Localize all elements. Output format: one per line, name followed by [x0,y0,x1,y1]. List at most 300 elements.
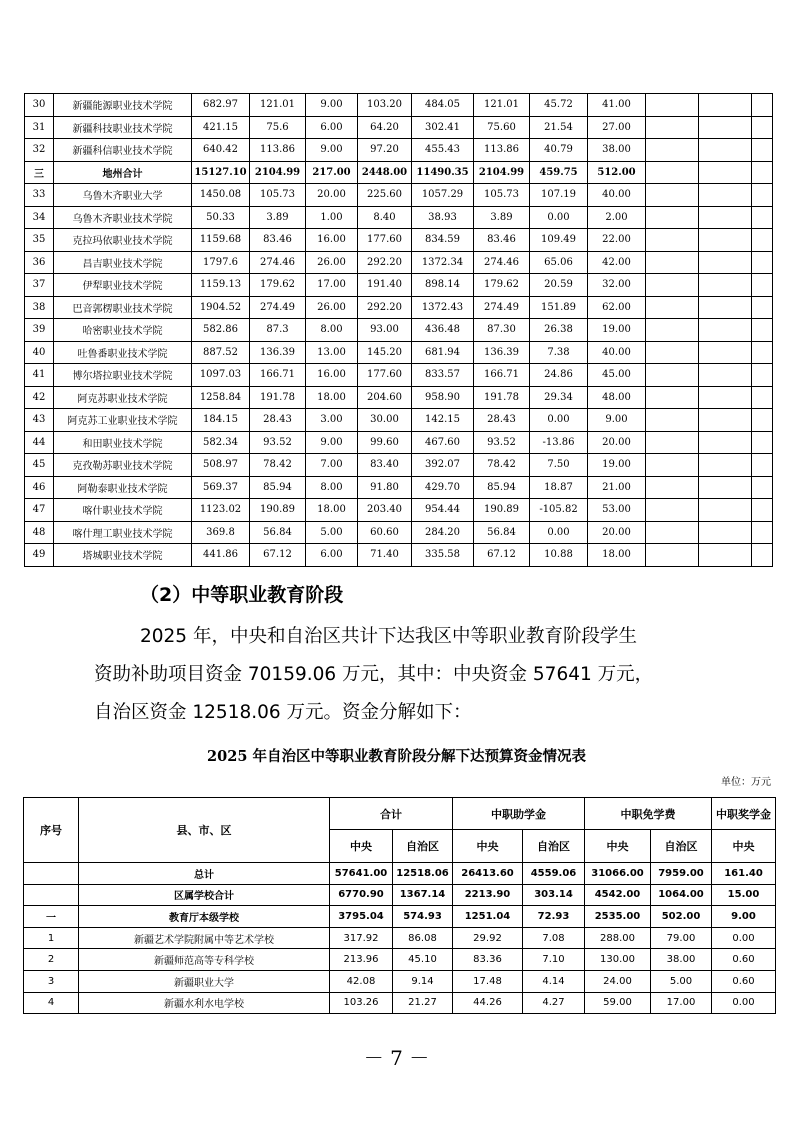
table-row [24,906,776,928]
cell-value: 18.00 [306,499,358,522]
cell-value: 50.33 [192,206,250,229]
cell-value: 83.36 [453,949,523,971]
header-grant: 中职助学金 [453,798,585,830]
cell-value [646,116,699,139]
row-name: 阿勒泰职业技术学院 [54,476,192,499]
cell-value [752,274,773,297]
cell-value [699,364,752,387]
cell-value: 898.14 [412,274,474,297]
cell-value [646,409,699,432]
cell-value: 87.3 [250,319,306,342]
cell-value [699,161,752,184]
row-name: 新疆师范高等专科学校 [79,949,330,971]
cell-value: 2104.99 [474,161,530,184]
cell-value: 7.00 [306,454,358,477]
cell-value: 184.15 [192,409,250,432]
cell-value: 2448.00 [358,161,412,184]
cell-value: 17.48 [453,970,523,992]
row-number: 30 [25,94,54,117]
cell-value: 136.39 [474,341,530,364]
cell-value: 3795.04 [330,906,393,928]
cell-value: 85.94 [250,476,306,499]
cell-value [646,251,699,274]
table-row [25,319,773,342]
cell-value: 1159.13 [192,274,250,297]
cell-value: 582.34 [192,431,250,454]
cell-value: 0.60 [712,970,776,992]
cell-value: 429.70 [412,476,474,499]
cell-value [699,184,752,207]
cell-value: 87.30 [474,319,530,342]
row-name: 新疆能源职业技术学院 [54,94,192,117]
cell-value [752,206,773,229]
table-row [25,544,773,567]
cell-value [646,296,699,319]
row-number: 49 [25,544,54,567]
cell-value [699,476,752,499]
cell-value: 65.06 [530,251,588,274]
cell-value: 958.90 [412,386,474,409]
cell-value: 317.92 [330,927,393,949]
cell-value: 105.73 [250,184,306,207]
cell-value: 1450.08 [192,184,250,207]
cell-value: 190.89 [474,499,530,522]
cell-value: 93.52 [250,431,306,454]
cell-value: 85.94 [474,476,530,499]
cell-value: 459.75 [530,161,588,184]
header-free: 中职免学费 [585,798,712,830]
cell-value: 19.00 [588,319,646,342]
cell-value: 45.72 [530,94,588,117]
header-central: 中央 [330,830,393,863]
row-name: 克拉玛依职业技术学院 [54,229,192,252]
row-name: 喀什理工职业技术学院 [54,521,192,544]
cell-value: 274.46 [474,251,530,274]
cell-value [699,521,752,544]
cell-value: 1123.02 [192,499,250,522]
cell-value: 113.86 [474,139,530,162]
cell-value: 20.00 [588,521,646,544]
cell-value: 10.88 [530,544,588,567]
cell-value: 502.00 [651,906,712,928]
cell-value: 204.60 [358,386,412,409]
cell-value: 421.15 [192,116,250,139]
cell-value: 3.89 [474,206,530,229]
table-row [24,992,776,1014]
cell-value: 0.00 [712,992,776,1014]
cell-value: 191.40 [358,274,412,297]
cell-value: 93.00 [358,319,412,342]
row-name: 博尔塔拉职业技术学院 [54,364,192,387]
cell-value: 191.78 [250,386,306,409]
row-number: 34 [25,206,54,229]
table-row [24,884,776,906]
cell-value: 335.58 [412,544,474,567]
cell-value: 42.00 [588,251,646,274]
cell-value [752,454,773,477]
table-row [25,476,773,499]
cell-value: 44.26 [453,992,523,1014]
row-name: 地州合计 [54,161,192,184]
row-number: 47 [25,499,54,522]
cell-value: 32.00 [588,274,646,297]
cell-value: 640.42 [192,139,250,162]
row-number [24,884,79,906]
cell-value: 436.48 [412,319,474,342]
row-name: 新疆科信职业技术学院 [54,139,192,162]
cell-value: 18.00 [306,386,358,409]
cell-value: 18.00 [588,544,646,567]
cell-value: 75.6 [250,116,306,139]
section-heading: （2）中等职业教育阶段 [140,584,344,606]
cell-value: 30.00 [358,409,412,432]
cell-value: 26.00 [306,251,358,274]
cell-value: 8.00 [306,476,358,499]
cell-value: 1372.43 [412,296,474,319]
cell-value: -105.82 [530,499,588,522]
cell-value: 5.00 [306,521,358,544]
cell-value: 29.34 [530,386,588,409]
budget-table [23,797,776,1014]
cell-value: 441.86 [192,544,250,567]
table-row [25,499,773,522]
cell-value: 105.73 [474,184,530,207]
cell-value: 26413.60 [453,863,523,885]
cell-value: 303.14 [523,884,585,906]
cell-value: 145.20 [358,341,412,364]
header-autonomous: 自治区 [651,830,712,863]
cell-value: 56.84 [474,521,530,544]
cell-value: 16.00 [306,364,358,387]
cell-value: -13.86 [530,431,588,454]
cell-value: 369.8 [192,521,250,544]
cell-value: 5.00 [651,970,712,992]
cell-value: 4559.06 [523,863,585,885]
row-name: 哈密职业技术学院 [54,319,192,342]
cell-value [699,409,752,432]
table-row [25,431,773,454]
cell-value: 1904.52 [192,296,250,319]
row-number: 40 [25,341,54,364]
table-row [25,206,773,229]
table-row [24,863,776,885]
cell-value: 107.19 [530,184,588,207]
cell-value [752,184,773,207]
cell-value: 40.00 [588,341,646,364]
cell-value [752,161,773,184]
table-row [25,184,773,207]
cell-value [752,476,773,499]
cell-value [646,206,699,229]
cell-value [752,431,773,454]
cell-value: 582.86 [192,319,250,342]
cell-value: 18.87 [530,476,588,499]
cell-value: 2213.90 [453,884,523,906]
cell-value: 392.07 [412,454,474,477]
unit-label: 单位：万元 [721,777,771,788]
cell-value: 1159.68 [192,229,250,252]
cell-value: 9.00 [306,139,358,162]
cell-value: 203.40 [358,499,412,522]
cell-value: 83.40 [358,454,412,477]
cell-value: 2.00 [588,206,646,229]
cell-value [752,319,773,342]
table-row [25,139,773,162]
cell-value: 508.97 [192,454,250,477]
cell-value [646,184,699,207]
cell-value: 682.97 [192,94,250,117]
paragraph-line-2: 资助补助项目资金 70159.06 万元，其中：中央资金 57641 万元， [94,664,654,685]
table-row [25,116,773,139]
table-row [25,229,773,252]
row-number: 42 [25,386,54,409]
row-number: 一 [24,906,79,928]
cell-value: 113.86 [250,139,306,162]
cell-value: 60.60 [358,521,412,544]
cell-value [699,94,752,117]
table-row [25,94,773,117]
cell-value: 8.40 [358,206,412,229]
cell-value: 284.20 [412,521,474,544]
cell-value: 6.00 [306,544,358,567]
row-name: 喀什职业技术学院 [54,499,192,522]
continuation-table [24,93,773,567]
cell-value: 1097.03 [192,364,250,387]
cell-value: 190.89 [250,499,306,522]
cell-value: 1372.34 [412,251,474,274]
cell-value: 142.15 [412,409,474,432]
cell-value: 288.00 [585,927,651,949]
cell-value: 59.00 [585,992,651,1014]
cell-value [752,409,773,432]
cell-value: 109.49 [530,229,588,252]
cell-value: 75.60 [474,116,530,139]
cell-value: 4.14 [523,970,585,992]
cell-value [752,116,773,139]
cell-value: 9.00 [306,431,358,454]
header-autonomous: 自治区 [393,830,453,863]
row-name: 区属学校合计 [79,884,330,906]
cell-value: 834.59 [412,229,474,252]
cell-value: 954.44 [412,499,474,522]
cell-value: 53.00 [588,499,646,522]
table-title: 2025 年自治区中等职业教育阶段分解下达预算资金情况表 [207,748,586,765]
cell-value: 569.37 [192,476,250,499]
cell-value: 15.00 [712,884,776,906]
cell-value [699,499,752,522]
cell-value: 7.08 [523,927,585,949]
cell-value: 121.01 [250,94,306,117]
cell-value: 191.78 [474,386,530,409]
row-number: 46 [25,476,54,499]
cell-value: 48.00 [588,386,646,409]
cell-value: 17.00 [306,274,358,297]
paragraph-line-1: 2025 年，中央和自治区共计下达我区中等职业教育阶段学生 [140,626,637,647]
row-number: 31 [25,116,54,139]
cell-value: 67.12 [250,544,306,567]
cell-value: 292.20 [358,296,412,319]
header-central: 中央 [585,830,651,863]
cell-value [699,386,752,409]
cell-value: 179.62 [474,274,530,297]
cell-value [699,544,752,567]
cell-value: 512.00 [588,161,646,184]
cell-value [646,386,699,409]
cell-value [752,296,773,319]
cell-value: 1367.14 [393,884,453,906]
cell-value: 28.43 [250,409,306,432]
cell-value: 17.00 [651,992,712,1014]
cell-value: 9.00 [306,94,358,117]
cell-value: 97.20 [358,139,412,162]
row-name: 乌鲁木齐职业技术学院 [54,206,192,229]
table-row [25,386,773,409]
cell-value: 72.93 [523,906,585,928]
row-name: 总计 [79,863,330,885]
cell-value: 3.00 [306,409,358,432]
row-name: 塔城职业技术学院 [54,544,192,567]
cell-value: 7.10 [523,949,585,971]
cell-value [646,544,699,567]
row-number: 41 [25,364,54,387]
row-name: 新疆艺术学院附属中等艺术学校 [79,927,330,949]
table-row [24,949,776,971]
cell-value: 83.46 [474,229,530,252]
cell-value: 484.05 [412,94,474,117]
row-number: 3 [24,970,79,992]
cell-value: 179.62 [250,274,306,297]
row-name: 乌鲁木齐职业大学 [54,184,192,207]
cell-value: 292.20 [358,251,412,274]
cell-value: 16.00 [306,229,358,252]
cell-value: 42.08 [330,970,393,992]
table-row [24,927,776,949]
table-row [25,296,773,319]
cell-value: 83.46 [250,229,306,252]
row-number: 2 [24,949,79,971]
cell-value: 20.00 [588,431,646,454]
row-number: 4 [24,992,79,1014]
cell-value: 41.00 [588,94,646,117]
cell-value: 151.89 [530,296,588,319]
row-name: 阿克苏职业技术学院 [54,386,192,409]
cell-value: 93.52 [474,431,530,454]
cell-value: 4542.00 [585,884,651,906]
header-total: 合计 [330,798,453,830]
cell-value: 7.38 [530,341,588,364]
table-row [25,161,773,184]
cell-value: 26.38 [530,319,588,342]
cell-value: 64.20 [358,116,412,139]
cell-value: 24.86 [530,364,588,387]
cell-value: 56.84 [250,521,306,544]
cell-value [752,499,773,522]
cell-value: 19.00 [588,454,646,477]
cell-value [646,94,699,117]
row-number: 32 [25,139,54,162]
table-row [25,341,773,364]
cell-value [646,521,699,544]
cell-value [699,251,752,274]
cell-value: 0.00 [530,206,588,229]
cell-value: 136.39 [250,341,306,364]
table-row [25,274,773,297]
cell-value: 166.71 [474,364,530,387]
cell-value: 681.94 [412,341,474,364]
cell-value [699,139,752,162]
cell-value: 78.42 [250,454,306,477]
cell-value: 177.60 [358,229,412,252]
cell-value: 86.08 [393,927,453,949]
cell-value [752,341,773,364]
cell-value [646,161,699,184]
cell-value: 455.43 [412,139,474,162]
cell-value: 6.00 [306,116,358,139]
cell-value: 213.96 [330,949,393,971]
cell-value [646,454,699,477]
row-number: 43 [25,409,54,432]
cell-value: 1797.6 [192,251,250,274]
cell-value: 177.60 [358,364,412,387]
cell-value: 71.40 [358,544,412,567]
cell-value: 2535.00 [585,906,651,928]
cell-value: 274.49 [474,296,530,319]
cell-value: 27.00 [588,116,646,139]
cell-value: 20.00 [306,184,358,207]
cell-value [752,251,773,274]
row-number: 1 [24,927,79,949]
header-region: 县、市、区 [79,798,330,863]
row-number: 37 [25,274,54,297]
row-name: 巴音郭楞职业技术学院 [54,296,192,319]
cell-value: 9.14 [393,970,453,992]
cell-value: 7.50 [530,454,588,477]
cell-value: 0.00 [530,409,588,432]
cell-value [699,229,752,252]
cell-value [752,544,773,567]
cell-value: 9.00 [712,906,776,928]
cell-value: 1.00 [306,206,358,229]
cell-value [699,454,752,477]
cell-value: 166.71 [250,364,306,387]
header-central: 中央 [453,830,523,863]
cell-value [646,341,699,364]
cell-value [752,364,773,387]
cell-value: 9.00 [588,409,646,432]
cell-value: 21.00 [588,476,646,499]
cell-value: 28.43 [474,409,530,432]
cell-value: 7959.00 [651,863,712,885]
table-row [25,454,773,477]
row-number: 35 [25,229,54,252]
cell-value: 11490.35 [412,161,474,184]
row-number: 36 [25,251,54,274]
cell-value: 22.00 [588,229,646,252]
cell-value: 31066.00 [585,863,651,885]
row-number: 48 [25,521,54,544]
row-name: 教育厅本级学校 [79,906,330,928]
header-award: 中职奖学金 [712,798,776,830]
cell-value [699,319,752,342]
row-name: 新疆职业大学 [79,970,330,992]
paragraph-line-3: 自治区资金 12518.06 万元。资金分解如下： [94,702,472,723]
row-number: 45 [25,454,54,477]
page-number: － 7 － [363,1046,430,1070]
cell-value [752,94,773,117]
row-name: 伊犁职业技术学院 [54,274,192,297]
row-number: 38 [25,296,54,319]
cell-value: 45.00 [588,364,646,387]
